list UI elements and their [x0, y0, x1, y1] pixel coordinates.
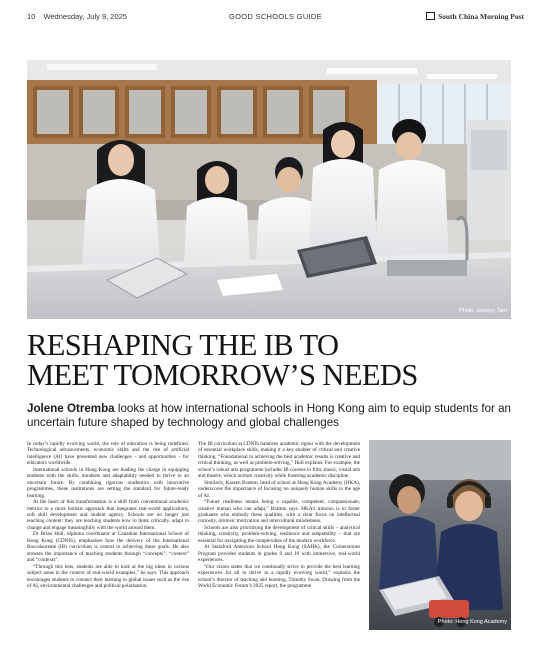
standfirst [27, 402, 511, 429]
body-paragraph: Schools are also prioritising the development of critical skills – analytical thinking, creativity, problem-solving, resilience and adaptability – that are essential for navigating the complexities of the modern workforce. [198, 524, 360, 544]
byline: Jolene Otremba [27, 402, 115, 415]
body-paragraph: International schools in Hong Kong are leading the charge in equipping students with the skills, mindsets and adaptability needed to thrive in an uncertain future. By combining rigorous academics with innovative programmes, these institutions are setting the standard for future-ready learning. [27, 466, 189, 499]
body-paragraph: “Our vision states that we continually strive to provide the best learning experiences for all to thrive in a rapidly evolving world,” explains the school’s director of teaching and learning, Timothy Swan. Drawing from the World Economic Forum’s 2025 report, the programme [198, 563, 360, 589]
hero-photo [27, 60, 511, 319]
page-header [27, 12, 524, 26]
body-column-2 [198, 441, 360, 589]
issue-date: Wednesday, July 9, 2025 [43, 12, 127, 21]
body-paragraph: At the heart of this transformation is a shift from conventional academic metrics to a more holistic approach that integrates real-world applications, soft skill development and student agency. Schools are no longer just teaching content: they are teaching students how to think critically, adapt to change and engage meaningfully with the world around them. [27, 499, 189, 531]
body-paragraph: “Through this lens, students are able to look at the big ideas in various subject areas in the context of real-world examples,” he says. This approach encourages students to connect their learning to global issues such as the rise of AI, environmental challenges and political polarisation. [27, 563, 189, 589]
page-number: 10 [27, 12, 36, 21]
standfirst-text: looks at how international schools in Hong Kong aim to equip students for an uncertain future shaped by technology and global challenges [27, 402, 512, 429]
hero-photo-credit: Photo: Jocelyn Tam [459, 308, 507, 314]
headline-line-1: RESHAPING THE IB TO [27, 328, 339, 362]
body-paragraph: “Future readiness means being a capable, competent, compassionate, creative human who can adapt,” Bratton says. HKA’s mission is to foster graduates who embody these qualities, with a clear focus on intellectual curiosity, intrinsic motivation and intercultural mindedness. [198, 499, 360, 525]
students-robotics-illustration [369, 440, 511, 630]
lab-scene-illustration [27, 60, 511, 319]
body-paragraph: Dr Brian Hull, diploma coordinator at Canadian International School of Hong Kong (CDNIS), emphasises how the delivery of the International Baccalaureate (IB) curriculum is central to achieving these goals. He also stresses the importance of teaching students through “concepts”, “context” and “contexts”. [27, 531, 189, 564]
body-paragraph: At Stamford American School Hong Kong (SAHK), the Cornerstones Program provides students in grades 9 and 10 with immersive, real-world experiences. [198, 544, 360, 564]
body-paragraph: The IB curriculum at CDNIS balances academic rigour with the development of essential workplace skills, making it a key enabler of critical and creative thinking. “Foundational to achieving the best academic results is creative and critical thinking, as well as problem-solving,” Hull explains. For example, the school’s robust arts programme includes IB courses in film, music, visual arts and theatre, which nurture creativity while fostering academic discipline. [198, 441, 360, 480]
publication-name [426, 12, 524, 21]
headline [27, 330, 507, 390]
section-name: GOOD SCHOOLS GUIDE [229, 12, 322, 21]
side-photo [369, 440, 511, 630]
publication-title: South China Morning Post [437, 12, 524, 21]
newspaper-logo-icon [426, 12, 435, 20]
side-photo-credit: Photo: Hong Kong Academy [437, 619, 507, 625]
body-paragraph: In today’s rapidly evolving world, the role of education is being redefined. Technological advancements, economic shifts and the rise of artificial intelligence (AI) have presented new challenges – and opportunities – for educators worldwide. [27, 441, 189, 467]
body-paragraph: Similarly, Kassen Bratton, head of school at Hong Kong Academy (HKA), underscores the importance of focusing on uniquely human skills in the age of AI. [198, 479, 360, 499]
body-column-1 [27, 441, 189, 589]
headline-line-2: MEET TOMORROW’S NEEDS [27, 358, 418, 392]
